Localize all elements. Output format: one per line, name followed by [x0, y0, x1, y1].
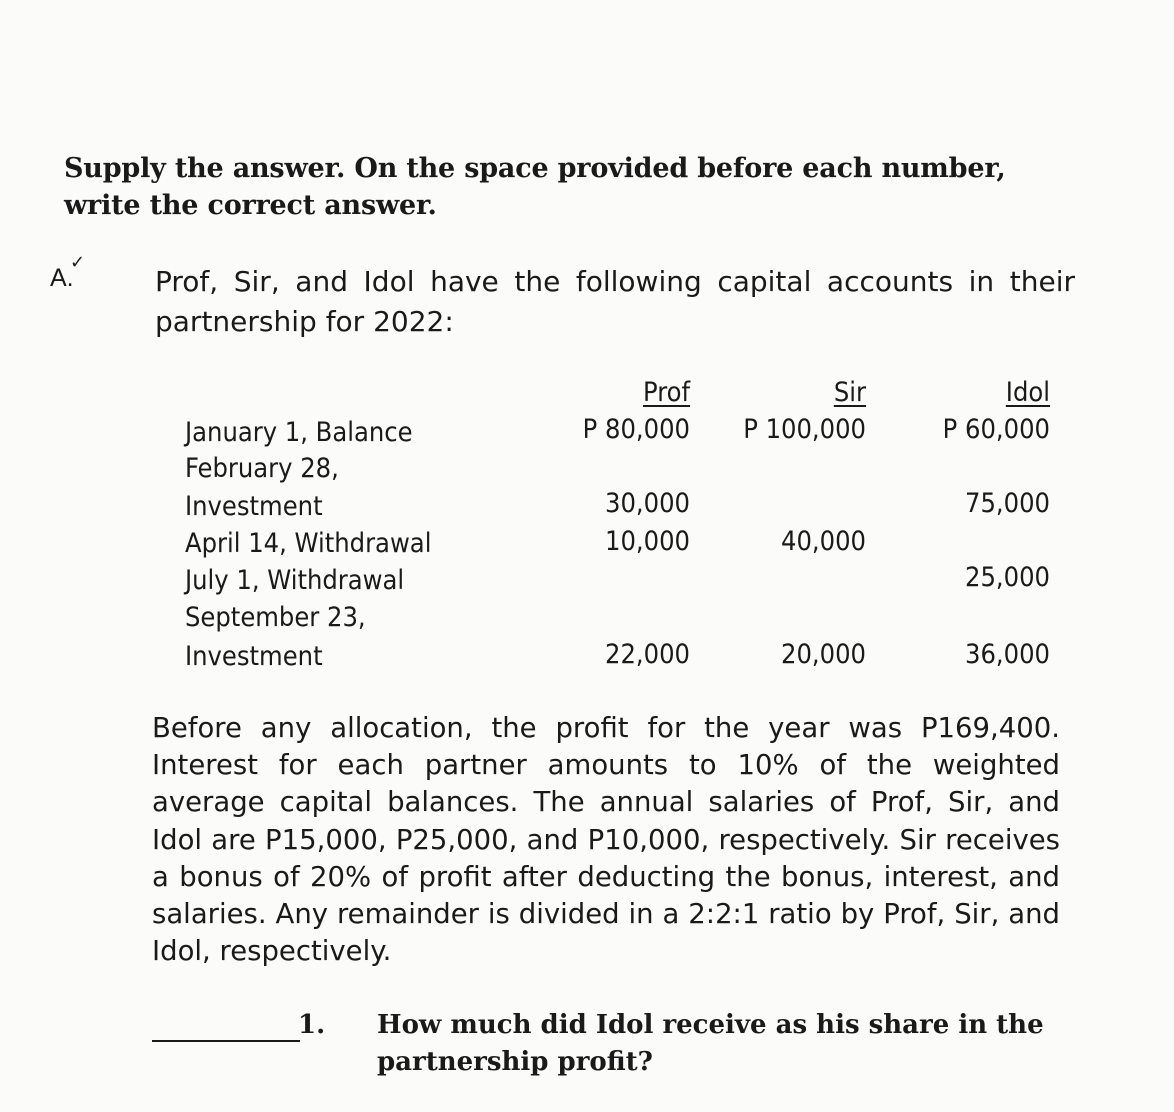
cell-prof-april-withdrawal: 10,000 [605, 526, 690, 557]
answer-blank[interactable] [152, 1040, 300, 1042]
row-label-february-line1: February 28, [185, 453, 339, 484]
row-label-february-line2: Investment [185, 491, 323, 522]
row-label-september-line2: Investment [185, 641, 323, 672]
cell-sir-january-balance: P 100,000 [743, 414, 866, 445]
check-mark-icon: ✓ [70, 252, 86, 273]
row-label-september-line1: September 23, [185, 602, 366, 633]
question-text: How much did Idol receive as his share in the partnership profit? [377, 1010, 1044, 1077]
problem-intro: Prof, Sir, and Idol have the following capital accounts in their partnership for 2022: [155, 265, 1075, 338]
question-1 [152, 1005, 1072, 1085]
row-label-april-withdrawal: April 14, Withdrawal [185, 528, 432, 559]
row-label-july-withdrawal: July 1, Withdrawal [185, 565, 405, 596]
cell-idol-february-investment: 75,000 [965, 488, 1050, 519]
cell-sir-september-investment: 20,000 [781, 639, 866, 670]
problem-paragraph: Before any allocation, the profit for the year was P169,400. Interest for each partner amounts to 10% of the weighted average capital balances. The annual salaries of Prof, Sir, and Idol are P15,000, P25,000, and P10,000, respectively. Sir receives a bonus of 20% of profit after deducting the bonus, interest, and salaries. Any remainder is divided in a 2:2:1 ratio by Prof, Sir, and Idol, respectively. [152, 712, 1060, 968]
cell-prof-january-balance: P 80,000 [582, 414, 690, 445]
row-label-january-balance: January 1, Balance [185, 417, 413, 448]
column-header-sir: Sir [833, 377, 866, 408]
cell-idol-july-withdrawal: 25,000 [965, 562, 1050, 593]
section-letter: A. [50, 264, 74, 292]
instructions: Supply the answer. On the space provided before each number, write the correct answer. [64, 153, 1006, 221]
question-number: 1. [298, 1010, 326, 1040]
cell-idol-september-investment: 36,000 [965, 639, 1050, 670]
column-header-idol: Idol [1005, 377, 1050, 408]
cell-idol-january-balance: P 60,000 [942, 414, 1050, 445]
cell-prof-september-investment: 22,000 [605, 639, 690, 670]
cell-prof-february-investment: 30,000 [605, 488, 690, 519]
column-header-prof: Prof [643, 377, 690, 408]
cell-sir-april-withdrawal: 40,000 [781, 526, 866, 557]
